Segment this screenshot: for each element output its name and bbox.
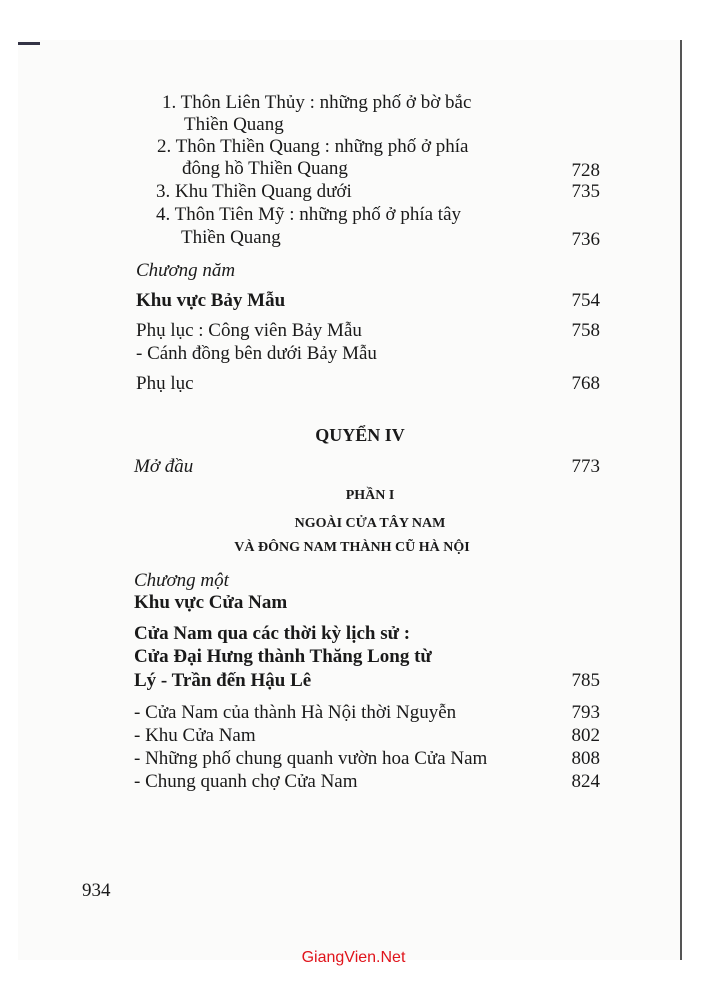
toc-entry: 1. Thôn Liên Thủy : những phố ở bờ bắc <box>162 92 472 113</box>
toc-entry: - Cửa Nam của thành Hà Nội thời Nguyễn <box>134 702 457 723</box>
page-ref: 728 <box>571 160 600 181</box>
part-heading: PHẦN I <box>345 488 395 503</box>
toc-entry: - Những phố chung quanh vườn hoa Cửa Nam <box>134 748 488 769</box>
page-ref: 802 <box>571 725 600 746</box>
toc-entry: Thiền Quang <box>181 227 281 248</box>
toc-entry: 2. Thôn Thiền Quang : những phố ở phía <box>157 136 469 157</box>
page-ref: 773 <box>571 456 600 477</box>
volume-heading: QUYỂN IV <box>315 425 405 445</box>
toc-entry: Phụ lục : Công viên Bảy Mẫu <box>136 320 362 341</box>
toc-entry: Cửa Đại Hưng thành Thăng Long từ <box>134 646 432 667</box>
page-ref: 768 <box>571 373 600 394</box>
chapter-label: Chương một <box>134 570 229 591</box>
page-ref: 824 <box>571 771 600 792</box>
toc-entry: Khu vực Cửa Nam <box>134 592 288 613</box>
toc-entry: Lý - Trần đến Hậu Lê <box>134 670 312 691</box>
toc-entry: Cửa Nam qua các thời kỳ lịch sử : <box>134 623 411 644</box>
toc-entry: 3. Khu Thiền Quang dưới <box>156 181 352 202</box>
page-ref: 758 <box>571 320 600 341</box>
page-ref: 808 <box>571 748 600 769</box>
page-ref: 736 <box>571 229 600 250</box>
toc-entry: 4. Thôn Tiên Mỹ : những phố ở phía tây <box>156 204 462 225</box>
page-ref: 735 <box>571 181 600 202</box>
chapter-label: Chương năm <box>136 260 236 281</box>
toc-entry: - Cánh đồng bên dưới Bảy Mẫu <box>136 343 377 364</box>
toc-entry: Mở đầu <box>134 456 194 477</box>
part-title: NGOÀI CỬA TÂY NAM <box>294 516 446 531</box>
scan-mark <box>18 42 40 45</box>
page-ref: 754 <box>571 290 600 311</box>
page-number: 934 <box>82 880 111 901</box>
watermark: GiangVien.Net <box>301 949 406 966</box>
toc-entry: đông hồ Thiền Quang <box>182 158 348 179</box>
toc-entry: - Chung quanh chợ Cửa Nam <box>134 771 358 792</box>
page-ref: 793 <box>571 702 600 723</box>
toc-entry: - Khu Cửa Nam <box>134 725 256 746</box>
toc-entry: Khu vực Bảy Mẫu <box>136 290 286 311</box>
toc-entry: Thiền Quang <box>184 114 284 135</box>
part-title: VÀ ĐÔNG NAM THÀNH CŨ HÀ NỘI <box>234 540 470 555</box>
toc-entry: Phụ lục <box>136 373 194 394</box>
page-ref: 785 <box>571 670 600 691</box>
